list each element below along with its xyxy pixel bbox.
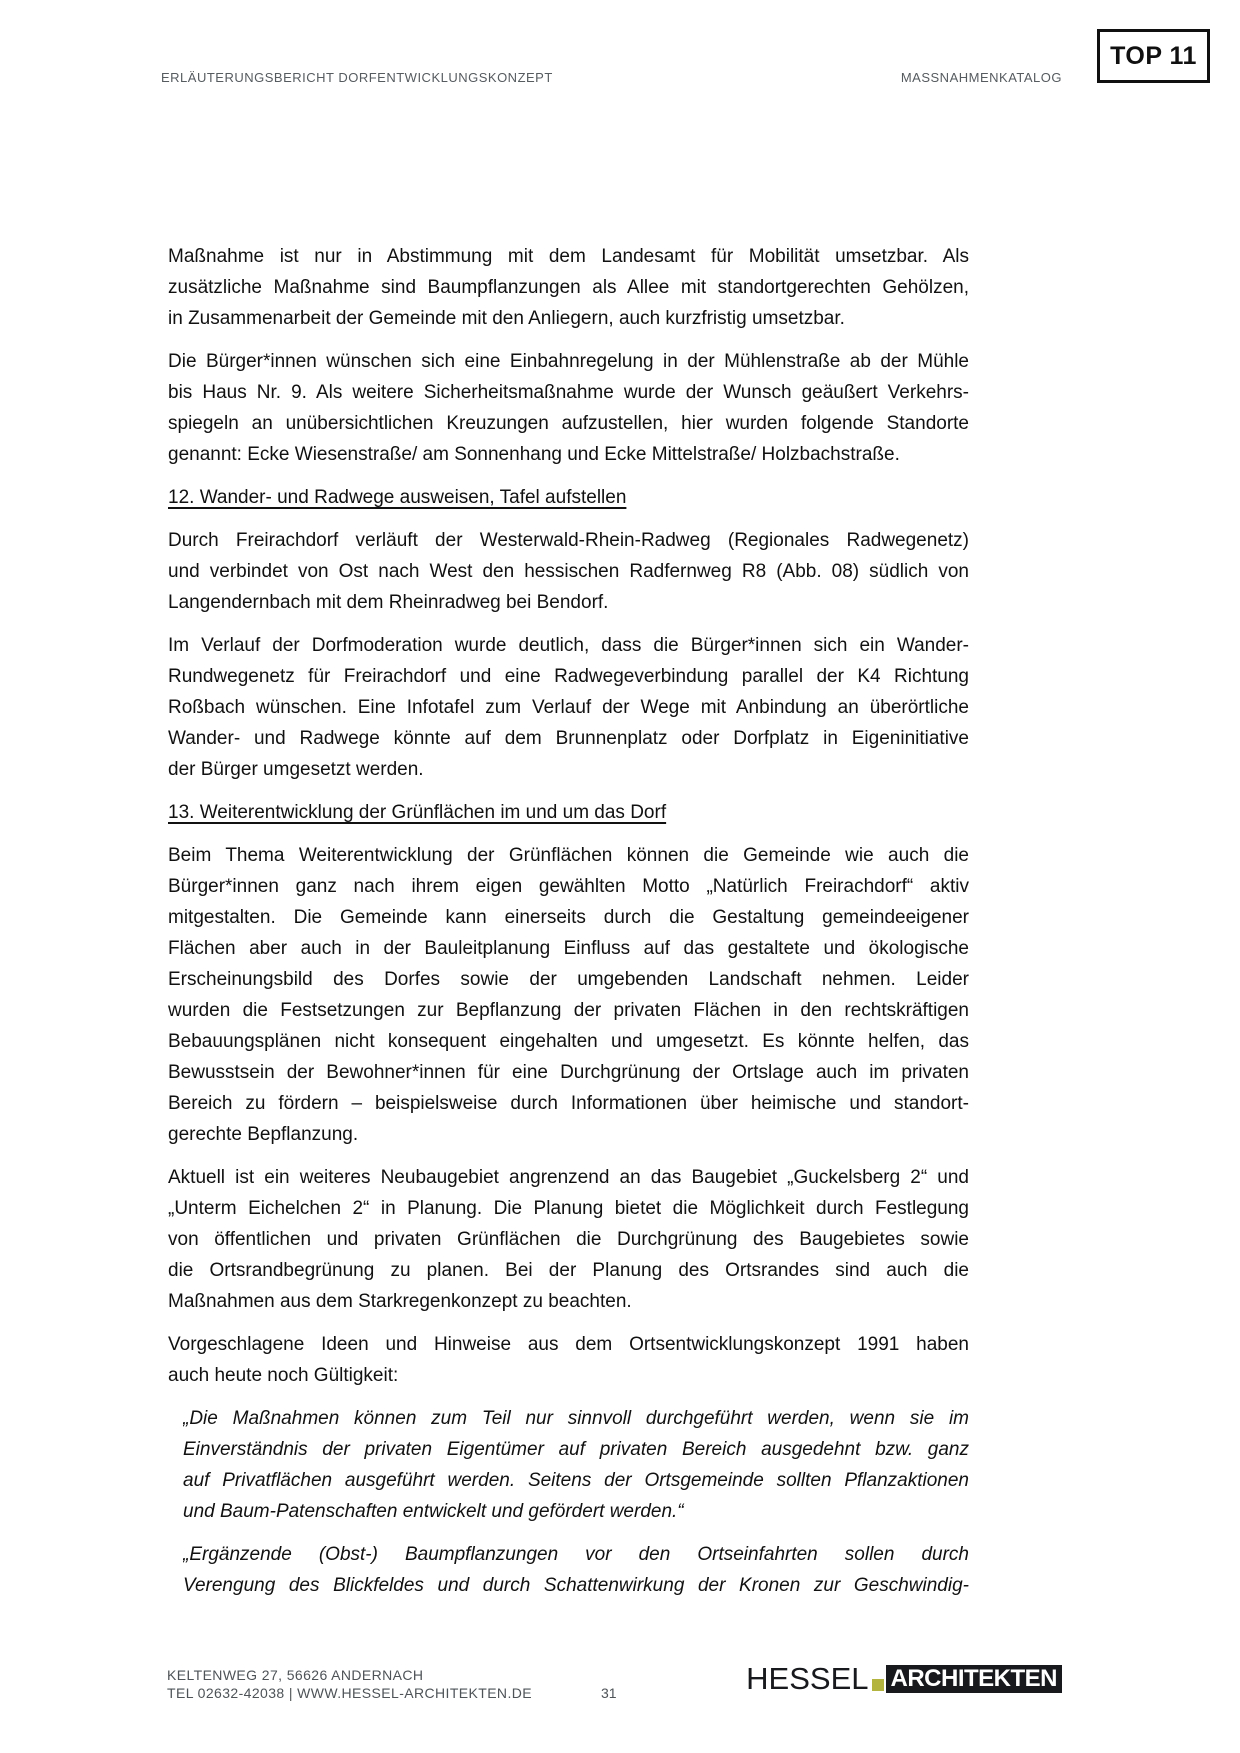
heading-text: 13. Weiterentwicklung der Grünflächen im und um das Dorf <box>168 802 667 823</box>
text-line: Bürger*innen ganz nach ihrem eigen gewählten Motto „Natürlich Freirachdorf“ aktiv <box>168 876 969 897</box>
text-line: „Unterm Eichelchen 2“ in Planung. Die Planung bietet die Möglichkeit durch Festlegung <box>168 1198 969 1219</box>
text-line: der Bürger umgesetzt werden. <box>168 759 424 780</box>
text-line: Aktuell ist ein weiteres Neubaugebiet angrenzend an das Baugebiet „Guckelsberg 2“ und <box>168 1167 969 1188</box>
text-line: Im Verlauf der Dorfmoderation wurde deutlich, dass die Bürger*innen sich ein Wander- <box>168 635 969 656</box>
paragraph <box>168 241 969 334</box>
text-line: Roßbach wünschen. Eine Infotafel zum Verlauf der Wege mit Anbindung an überörtliche <box>168 697 969 718</box>
header-right-title: MASSNAHMENKATALOG <box>900 70 1062 85</box>
top-badge <box>1097 29 1210 83</box>
text-line: gerechte Bepflanzung. <box>168 1124 359 1145</box>
logo-block-architekten <box>886 1665 1063 1693</box>
text-line: Erscheinungsbild des Dorfes sowie der umgebenden Landschaft nehmen. Leider <box>168 969 969 990</box>
text-line: in Zusammenarbeit der Gemeinde mit den Anliegern, auch kurzfristig umsetzbar. <box>168 308 845 329</box>
text-line: von öffentlichen und privaten Grünflächen die Durchgrünung des Baugebietes sowie <box>168 1229 969 1250</box>
paragraph <box>168 346 969 470</box>
paragraph <box>168 525 969 618</box>
paragraph <box>168 1162 969 1317</box>
text-line: Rundwegenetz für Freirachdorf und eine Radwegeverbindung parallel der K4 Richtung <box>168 666 969 687</box>
section-heading <box>168 797 969 828</box>
text-line: und Baum-Patenschaften entwickelt und gefördert werden.“ <box>183 1501 684 1522</box>
text-line: Bewusstsein der Bewohner*innen für eine Durchgrünung der Ortslage auch im privaten <box>168 1062 969 1083</box>
text-line: Wander- und Radwege könnte auf dem Brunnenplatz oder Dorfplatz in Eigeninitiative <box>168 728 969 749</box>
logo-text-hessel: HESSEL <box>746 1661 869 1696</box>
logo-dot-icon <box>872 1679 884 1691</box>
text-line: zusätzliche Maßnahme sind Baumpflanzungen als Allee mit standortgerechten Gehölzen, <box>168 277 969 298</box>
text-line: Einverständnis der privaten Eigentümer auf privaten Bereich ausgedehnt bzw. ganz <box>183 1439 969 1460</box>
text-line: Die Bürger*innen wünschen sich eine Einbahnregelung in der Mühlenstraße ab der Mühle <box>168 351 969 372</box>
text-line: Vorgeschlagene Ideen und Hinweise aus dem Ortsentwicklungskonzept 1991 haben <box>168 1334 969 1355</box>
text-line: spiegeln an unübersichtlichen Kreuzungen aufzustellen, hier wurden folgende Standorte <box>168 413 969 434</box>
text-line: Maßnahmen aus dem Starkregenkonzept zu beachten. <box>168 1291 632 1312</box>
text-line: wurden die Festsetzungen zur Bepflanzung der privaten Flächen in den rechtskräftigen <box>168 1000 969 1021</box>
text-line: auf Privatflächen ausgeführt werden. Seitens der Ortsgemeinde sollten Pflanzaktionen <box>183 1470 969 1491</box>
footer-address-line1: KELTENWEG 27, 56626 ANDERNACH <box>167 1667 424 1683</box>
text-line: Bereich zu fördern – beispielsweise durch Informationen über heimische und standort- <box>168 1093 969 1114</box>
footer-address <box>167 1666 532 1702</box>
text-line: Bebauungsplänen nicht konsequent eingehalten und umgesetzt. Es könnte helfen, das <box>168 1031 969 1052</box>
page-number: 31 <box>601 1685 617 1701</box>
footer-contact-line: TEL 02632-42038 | WWW.HESSEL-ARCHITEKTEN.DE <box>167 1685 532 1701</box>
heading-text: 12. Wander- und Radwege ausweisen, Tafel aufstellen <box>168 487 627 508</box>
text-line: Maßnahme ist nur in Abstimmung mit dem Landesamt für Mobilität umsetzbar. Als <box>168 246 969 267</box>
header-left-title: ERLÄUTERUNGSBERICHT DORFENTWICKLUNGSKONZEPT <box>161 70 553 85</box>
quote-paragraph <box>183 1539 969 1601</box>
text-line: mitgestalten. Die Gemeinde kann einerseits durch die Gestaltung gemeindeeigener <box>168 907 969 928</box>
quote-paragraph <box>183 1403 969 1527</box>
text-line: „Die Maßnahmen können zum Teil nur sinnvoll durchgeführt werden, wenn sie im <box>183 1408 969 1429</box>
text-line: auch heute noch Gültigkeit: <box>168 1365 399 1386</box>
section-heading <box>168 482 969 513</box>
document-body <box>168 241 969 1613</box>
text-line: Durch Freirachdorf verläuft der Westerwald-Rhein-Radweg (Regionales Radwegenetz) <box>168 530 969 551</box>
paragraph <box>168 630 969 785</box>
text-line: Verengung des Blickfeldes und durch Schattenwirkung der Kronen zur Geschwindig- <box>183 1575 969 1596</box>
text-line: „Ergänzende (Obst-) Baumpflanzungen vor den Ortseinfahrten sollen durch <box>183 1544 969 1565</box>
top-badge-label: TOP 11 <box>1110 41 1197 70</box>
text-line: und verbindet von Ost nach West den hessischen Radfernweg R8 (Abb. 08) südlich von <box>168 561 969 582</box>
text-line: Beim Thema Weiterentwicklung der Grünflächen können die Gemeinde wie auch die <box>168 845 969 866</box>
logo-text-architekten: ARCHITEKTEN <box>890 1665 1057 1692</box>
text-line: Flächen aber auch in der Bauleitplanung Einfluss auf das gestaltete und ökologische <box>168 938 969 959</box>
paragraph <box>168 840 969 1150</box>
text-line: bis Haus Nr. 9. Als weitere Sicherheitsmaßnahme wurde der Wunsch geäußert Verkehrs- <box>168 382 969 403</box>
company-logo <box>746 1661 1062 1696</box>
text-line: Langendernbach mit dem Rheinradweg bei Bendorf. <box>168 592 609 613</box>
text-line: genannt: Ecke Wiesenstraße/ am Sonnenhang und Ecke Mittelstraße/ Holzbachstraße. <box>168 444 900 465</box>
text-line: die Ortsrandbegrünung zu planen. Bei der Planung des Ortsrandes sind auch die <box>168 1260 969 1281</box>
paragraph <box>168 1329 969 1391</box>
